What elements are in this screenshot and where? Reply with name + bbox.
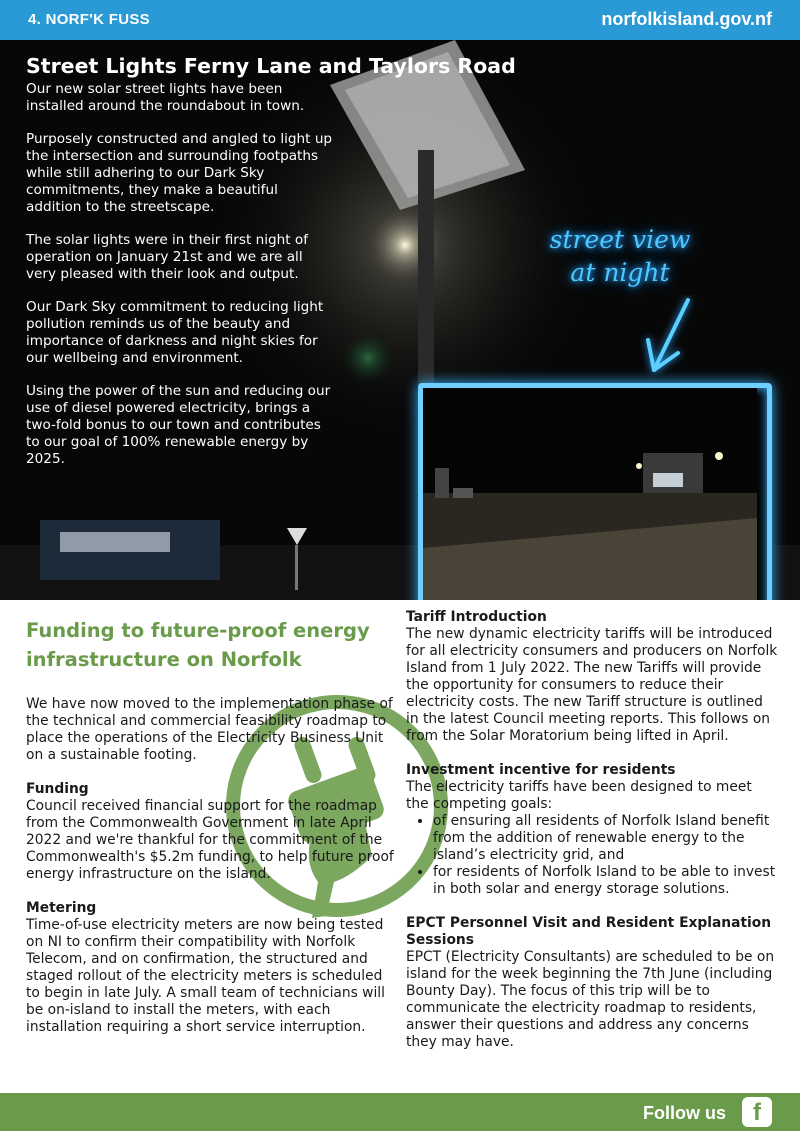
neon-caption xyxy=(530,223,710,289)
article-left-column xyxy=(26,616,396,1053)
list-item: • of ensuring all residents of Norfolk Island benefit from the addition of renewable energy to the island’s electricity grid, and xyxy=(433,813,778,864)
metering-text: Time-of-use electricity meters are now being tested on NI to confirm their compatibility with Norfolk Telecom, and on confirmation, the structured and staged rollout of the electricity meters is scheduled to begin in late July. A small team of technicians will be on-island to install the meters, with each installation requiring a short service interruption. xyxy=(26,917,385,1035)
funding-heading: Funding xyxy=(26,781,89,797)
hero-paragraph: Using the power of the sun and reducing our use of diesel powered electricity, brings a two-fold bonus to our town and contributes to our goal of 100% renewable energy by 2025. xyxy=(26,383,331,467)
funding-text: Council received financial support for the roadmap from the Commonwealth Government in late April 2022 and we're thankful for the commitment of the Commonwealth's $5.2m funding, to help future proof energy infrastructure on the island. xyxy=(26,798,394,882)
list-item: • for residents of Norfolk Island to be able to invest in both solar and energy storage solutions. xyxy=(433,864,778,898)
article-right-column xyxy=(406,609,778,1068)
epct-heading: EPCT Personnel Visit and Resident Explanation Sessions xyxy=(406,915,772,948)
hero-paragraph: The solar lights were in their first night of operation on January 21st and we are all very pleased with their look and output. xyxy=(26,232,308,282)
investment-heading: Investment incentive for residents xyxy=(406,762,676,778)
hero-paragraph: Our Dark Sky commitment to reducing light pollution reminds us of the beauty and importance of darkness and night skies for our wellbeing and environment. xyxy=(26,299,324,366)
investment-goals-list xyxy=(406,813,778,898)
footer-bar xyxy=(0,1093,800,1131)
article-intro: We have now moved to the implementation phase of the technical and commercial feasibility roadmap to place the operations of the Electricity Business Unit on a sustainable footing. xyxy=(26,696,393,763)
investment-text: The electricity tariffs have been designed to meet the competing goals: xyxy=(406,779,752,812)
street-view-inset-photo xyxy=(418,383,772,600)
tariff-heading: Tariff Introduction xyxy=(406,609,547,625)
hero-photo-section xyxy=(0,40,800,600)
hero-paragraph: Our new solar street lights have been installed around the roundabout in town. xyxy=(26,81,305,114)
site-url-link[interactable]: norfolkisland.gov.nf xyxy=(601,9,772,29)
funding-article-title: Funding to future-proof energy infrastructure on Norfolk xyxy=(26,619,370,671)
street-lights-title: Street Lights Ferny Lane and Taylors Road xyxy=(26,54,516,78)
epct-text: EPCT (Electricity Consultants) are scheduled to be on island for the week beginning the 7th June (including Bounty Day). The focus of this trip will be to communicate the electricity roadmap to residents, answer their questions and address any concerns they may have. xyxy=(406,949,775,1050)
neon-arrow-icon xyxy=(640,295,700,380)
street-lights-copy xyxy=(26,81,336,484)
hero-paragraph: Purposely constructed and angled to light up the intersection and surrounding footpaths while still adhering to our Dark Sky commitments, they make a beautiful addition to the streetscape. xyxy=(26,131,333,215)
neon-line-1: street view xyxy=(549,225,691,254)
top-bar xyxy=(0,0,800,40)
neon-line-2: at night xyxy=(570,258,670,287)
facebook-icon[interactable]: f xyxy=(742,1097,772,1127)
metering-heading: Metering xyxy=(26,900,97,916)
follow-us-label: Follow us xyxy=(643,1103,726,1123)
tariff-text: The new dynamic electricity tariffs will be introduced for all electricity consumers and producers on Norfolk Island from 1 July 2022. The new Tariffs will provide the opportunity for consumers to reduce their electricity costs. The new Tariff structure is outlined in the latest Council meeting reports. This follows on from the Solar Moratorium being lifted in April. xyxy=(406,626,778,744)
page-label: 4. NORF'K FUSS xyxy=(28,11,150,28)
